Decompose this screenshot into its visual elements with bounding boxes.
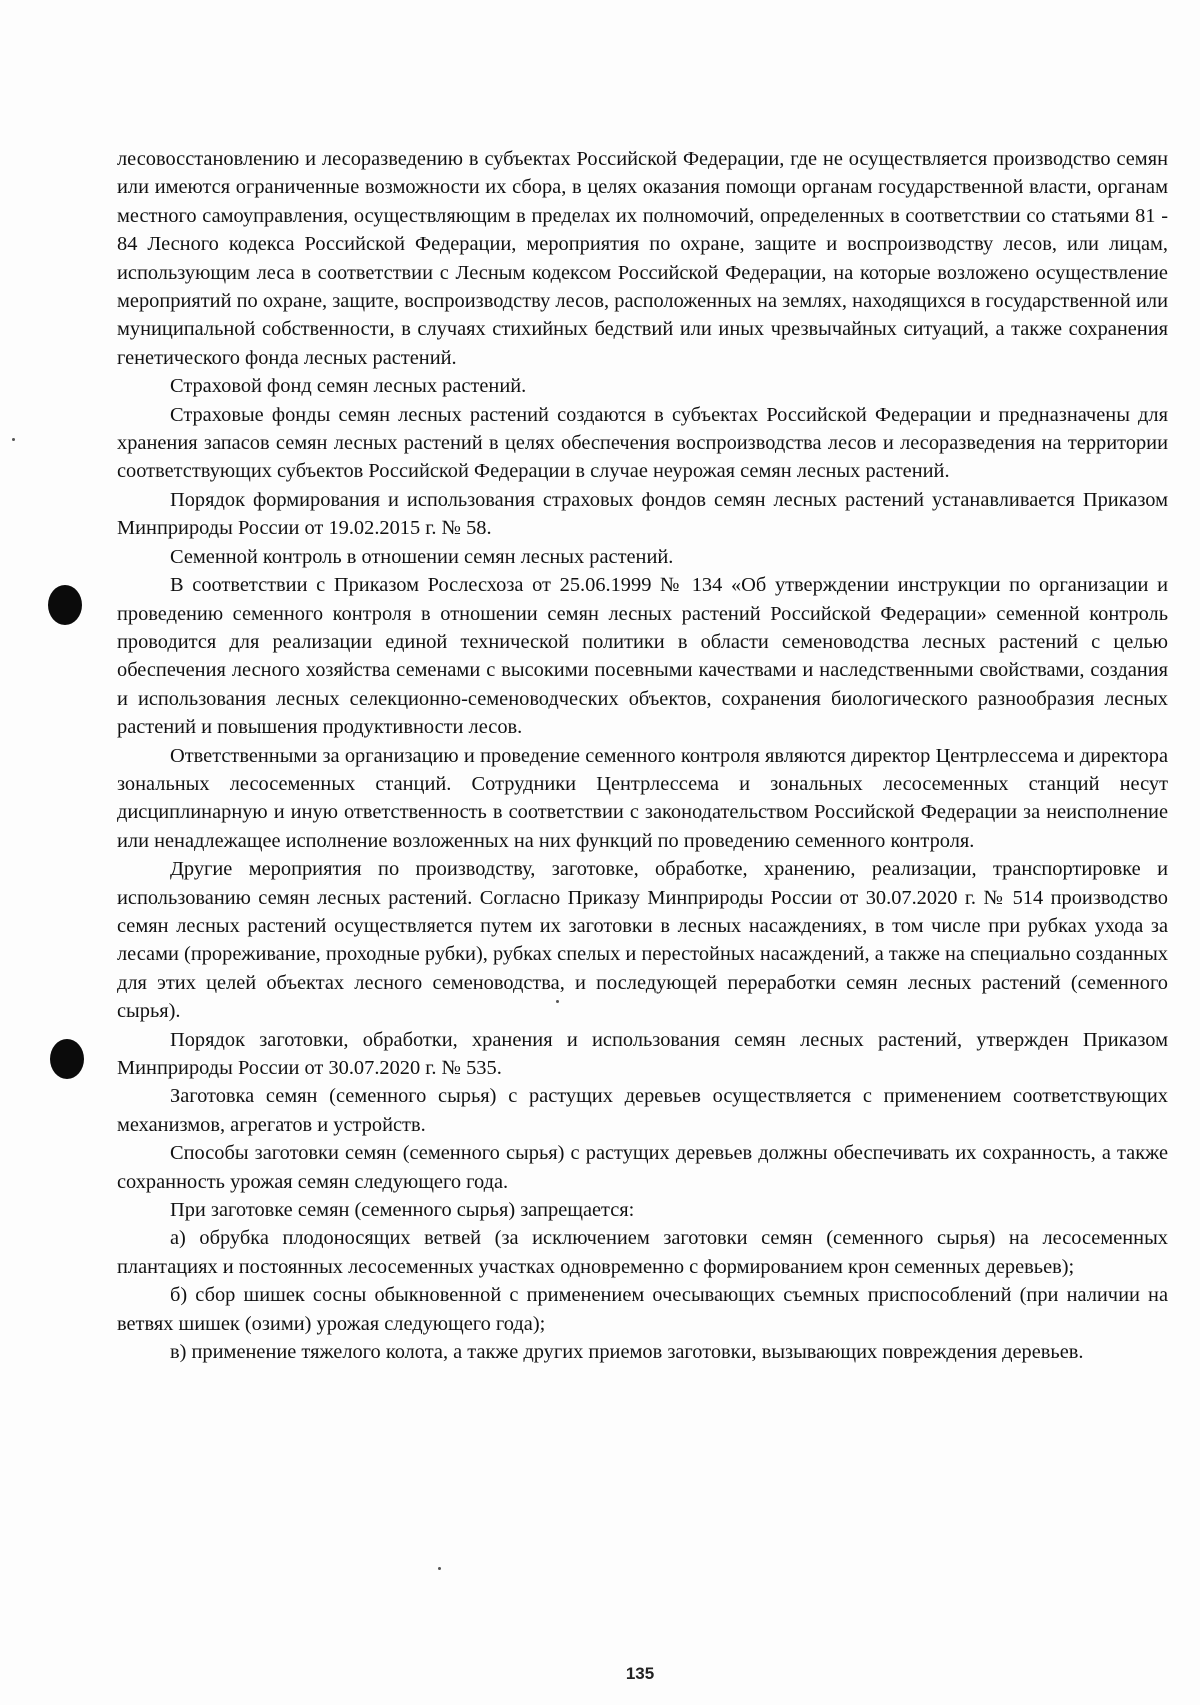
paragraph: При заготовке семян (семенного сырья) запрещается: [170, 1199, 635, 1222]
page-number: 135 [625, 1664, 655, 1683]
scan-speck [438, 1567, 441, 1570]
document-body [117, 145, 1168, 1366]
paragraph: лесовосстановлению и лесоразведению в субъектах Российской Федерации, где не осуществляется производство семян или имеются ограниченные возможности их сбора, в целях оказания помощи органам государственной власти, органам местного самоуправления, осуществляющим в пределах их полномочий, определенных в соответствии со статьями 81 - 84 Лесного кодекса Российской Федерации, мероприятия по охране, защите и воспроизводству лесов, или лицам, использующим леса в соответствии с Лесным кодексом Российской Федерации, на которые возложено осуществление мероприятий по охране, защите, воспроизводству лесов, расположенных на землях, находящихся в государственной или муниципальной собственности, в случаях стихийных бедствий или иных чрезвычайных ситуаций, а также сохранения генетического фонда лесных растений. [117, 148, 1168, 369]
punch-hole-mark [48, 585, 82, 625]
paragraph: Заготовка семян (семенного сырья) с растущих деревьев осуществляется с применением соответствующих механизмов, агрегатов и устройств. [117, 1085, 1168, 1136]
list-item: б) сбор шишек сосны обыкновенной с применением очесывающих съемных приспособлений (при наличии на ветвях шишек (озими) урожая следующего года); [117, 1284, 1168, 1335]
list-item: в) применение тяжелого колота, а также других приемов заготовки, вызывающих повреждения деревьев. [170, 1341, 1084, 1364]
section-heading: Семенной контроль в отношении семян лесных растений. [170, 545, 674, 568]
paragraph: В соответствии с Приказом Рослесхоза от 25.06.1999 № 134 «Об утверждении инструкции по организации и проведению семенного контроля в отношении семян лесных растений Российской Федерации» семенной контроль проводится для реализации единой технической политики в области семеноводства лесных растений с целью обеспечения лесного хозяйства семенами с высокими посевными качествами и наследственными свойствами, создания и использования лесных селекционно-семеноводческих объектов, сохранения биологического разнообразия лесных растений и повышения продуктивности лесов. [117, 574, 1168, 739]
punch-hole-mark [50, 1039, 84, 1079]
paragraph: Порядок заготовки, обработки, хранения и использования семян лесных растений, утвержден Приказом Минприроды России от 30.07.2020 г. № 535. [117, 1028, 1168, 1079]
paragraph: Другие мероприятия по производству, заготовке, обработке, хранению, реализации, транспортировке и использованию семян лесных растений. Согласно Приказу Минприроды России от 30.07.2020 г. № 514 производство семян лесных растений осуществляется путем их заготовки в лесных насаждениях, в том числе при рубках ухода за лесами (прореживание, проходные рубки), рубках спелых и перестойных насаждений, а также на специально созданных для этих целей объектах лесного семеноводства, и последующей переработки семян лесных растений (семенного сырья). [117, 858, 1168, 1023]
paragraph: Ответственными за организацию и проведение семенного контроля являются директор Центрлессема и директора зональных лесосеменных станций. Сотрудники Центрлессема и зональных лесосеменных станций несут дисциплинарную и иную ответственность в соответствии с законодательством Российской Федерации за неисполнение или ненадлежащее исполнение возложенных на них функций по проведению семенного контроля. [117, 744, 1168, 852]
paragraph: Страховые фонды семян лесных растений создаются в субъектах Российской Федерации и предназначены для хранения запасов семян лесных растений в целях обеспечения воспроизводства лесов и лесоразведения на территории соответствующих субъектов Российской Федерации в случае неурожая семян лесных растений. [117, 403, 1168, 483]
paragraph: Способы заготовки семян (семенного сырья) с растущих деревьев должны обеспечивать их сохранность, а также сохранность урожая семян следующего года. [117, 1142, 1168, 1193]
paragraph: Порядок формирования и использования страховых фондов семян лесных растений устанавливается Приказом Минприроды России от 19.02.2015 г. № 58. [117, 488, 1168, 540]
scan-speck [12, 438, 15, 441]
list-item: а) обрубка плодоносящих ветвей (за исключением заготовки семян (семенного сырья) на лесосеменных плантациях и постоянных лесосеменных участках одновременно с формированием крон семенных деревьев); [117, 1227, 1168, 1278]
section-heading: Страховой фонд семян лесных растений. [170, 375, 527, 398]
